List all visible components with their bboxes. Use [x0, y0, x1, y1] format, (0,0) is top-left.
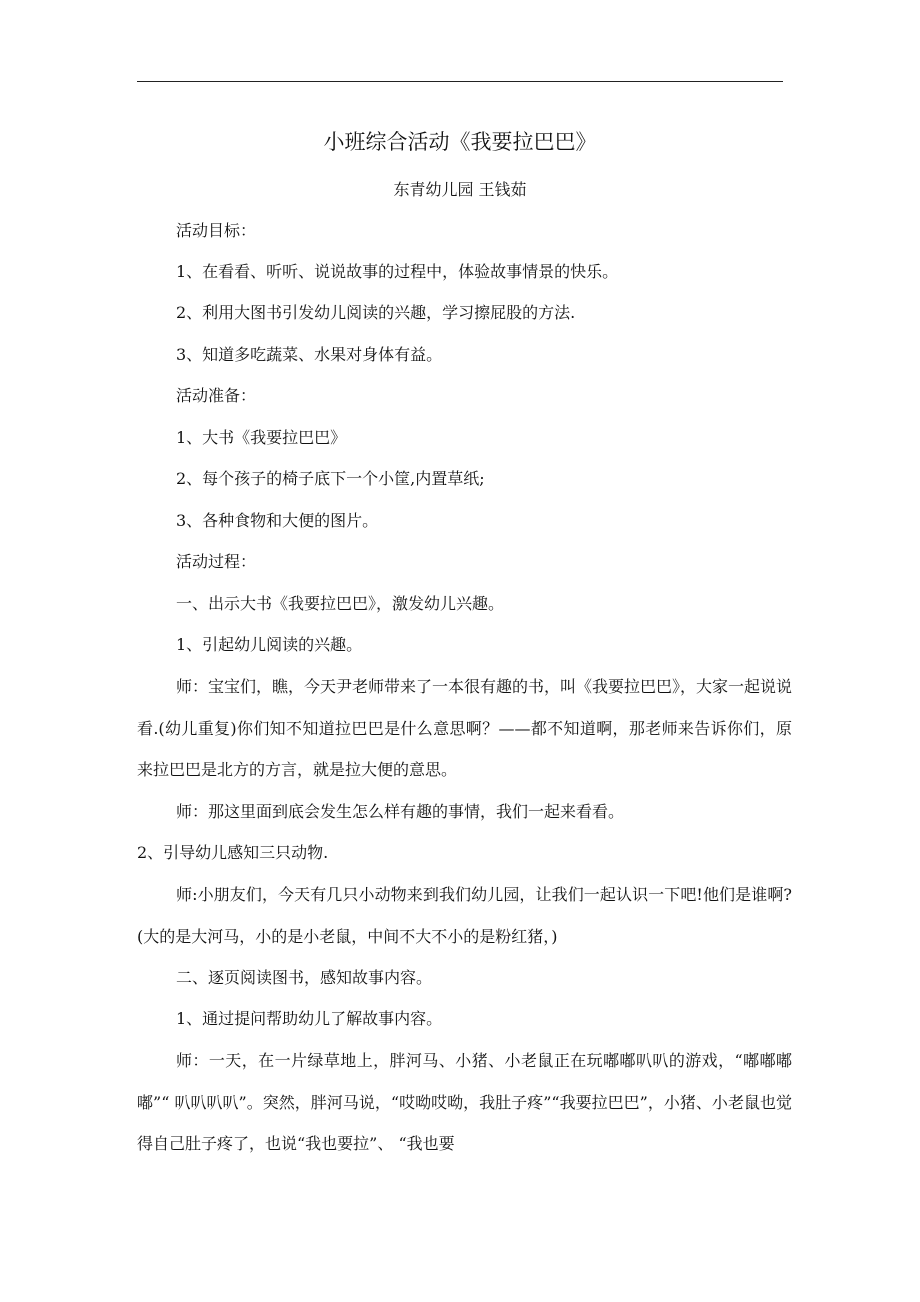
teacher-dialogue-1: 师：宝宝们，瞧，今天尹老师带来了一本很有趣的书，叫《我要拉巴巴》，大家一起说说看.(幼儿重复)你们知不知道拉巴巴是什么意思啊？——都不知道啊，那老师来告诉你们，原来拉巴巴是北方的方言，就是拉大便的意思。: [137, 677, 793, 779]
process-substep-1: 1、引起幼儿阅读的兴趣。: [176, 635, 363, 654]
goal-item-3: 3、知道多吃蔬菜、水果对身体有益。: [176, 345, 443, 364]
header-rule: [137, 81, 783, 82]
document-author: 东青幼儿园 王钱茹: [393, 180, 527, 199]
goal-item-1: 1、在看看、听听、说说故事的过程中，体验故事情景的快乐。: [176, 262, 619, 281]
section-heading-goals: 活动目标：: [176, 221, 257, 240]
teacher-dialogue-2: 师：那这里面到底会发生怎么样有趣的事情，我们一起来看看。: [176, 802, 625, 821]
process-substep-2: 2、引导幼儿感知三只动物.: [137, 843, 329, 862]
section-heading-preparation: 活动准备：: [176, 386, 257, 405]
process-substep-3: 1、通过提问帮助幼儿了解故事内容。: [176, 1009, 443, 1028]
process-step-1: 一、出示大书《我要拉巴巴》，激发幼儿兴趣。: [176, 594, 505, 613]
teacher-dialogue-3: 师:小朋友们，今天有几只小动物来到我们幼儿园，让我们一起认识一下吧!他们是谁啊?(大的是大河马，小的是小老鼠，中间不大不小的是粉红猪，): [137, 885, 792, 946]
prep-item-1: 1、大书《我要拉巴巴》: [176, 428, 347, 447]
teacher-dialogue-4: 师：一天，在一片绿草地上，胖河马、小猪、小老鼠正在玩嘟嘟叭叭的游戏，“嘟嘟嘟嘟”“ 叭叭叭叭”。突然，胖河马说，“哎呦哎呦，我肚子疼”“我要拉巴巴”，小猪、小老鼠也觉得自己肚子疼了，也说“我也要拉”、 “我也要: [137, 1051, 792, 1153]
prep-item-3: 3、各种食物和大便的图片。: [176, 511, 379, 530]
document-title: 小班综合活动《我要拉巴巴》: [323, 130, 597, 154]
prep-item-2: 2、每个孩子的椅子底下一个小筐,内置草纸;: [176, 469, 485, 488]
goal-item-2: 2、利用大图书引发幼儿阅读的兴趣，学习擦屁股的方法.: [176, 303, 576, 322]
process-step-2: 二、逐页阅读图书，感知故事内容。: [176, 968, 433, 987]
section-heading-process: 活动过程：: [176, 552, 257, 571]
